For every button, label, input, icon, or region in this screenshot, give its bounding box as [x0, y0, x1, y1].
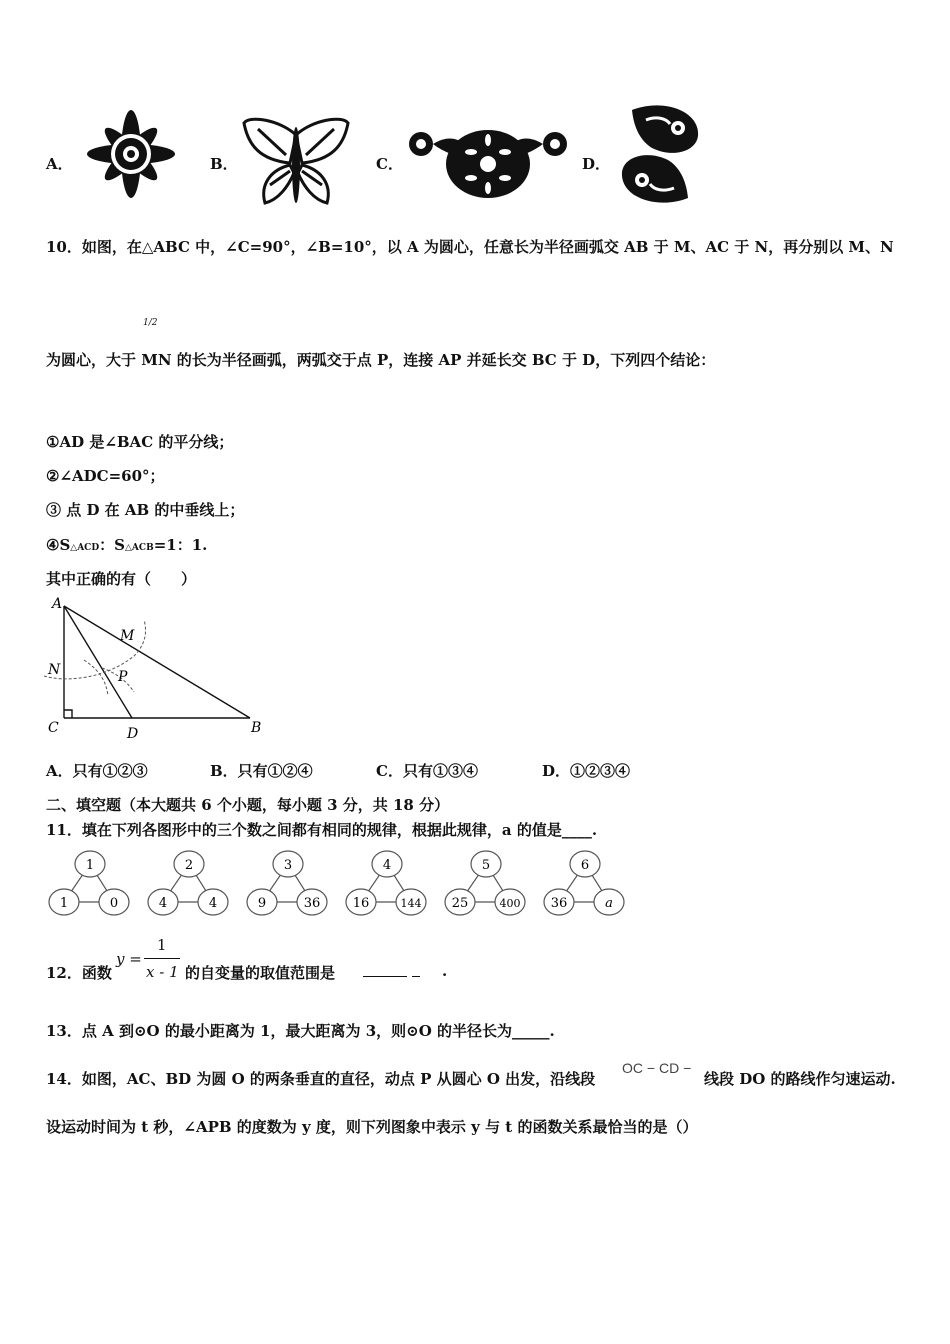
q11-number-right: 4 [208, 896, 218, 911]
q11-number-top: 1 [85, 858, 95, 873]
q11-number-top: 5 [481, 858, 491, 873]
q11-number-left: 16 [352, 896, 370, 911]
q11-text: 11．填在下列各图形中的三个数之间都有相同的规律，根据此规律，a 的值是____. [46, 821, 598, 839]
q11-number-top: 4 [382, 858, 392, 873]
q12-prefix: 12．函数 [46, 964, 112, 982]
label-b: B [251, 720, 262, 736]
label-c: C [48, 720, 59, 736]
q11-number-top: 3 [283, 858, 293, 873]
q11-group [148, 851, 228, 915]
label-p: P [118, 669, 128, 685]
q11-number-right: 144 [400, 897, 422, 910]
butterfly-papercut-icon [240, 115, 352, 207]
q11-group [445, 851, 525, 915]
triangle-figure [44, 594, 266, 744]
q11-number-left: 9 [257, 896, 267, 911]
q12-numerator: 1 [157, 936, 167, 954]
q12-y: y = [116, 950, 142, 968]
q11-number-right: 36 [303, 896, 321, 911]
flower-papercut-icon [75, 100, 187, 208]
q10-prompt: 其中正确的有（ ） [46, 570, 197, 588]
q11-group [247, 851, 327, 915]
q13-text: 13．点 A 到⊙O 的最小距离为 1，最大距离为 3，则⊙O 的半径长为_____. [46, 1022, 555, 1040]
fraction-bar [144, 958, 180, 959]
q12-blank [363, 976, 407, 977]
q10-line2: 为圆心，大于 MN 的长为半径画弧，两弧交于点 P，连接 AP 并延长交 BC 于 D，下列四个结论： [46, 351, 716, 369]
conclusion-3: ③ 点 D 在 AB 的中垂线上； [46, 501, 245, 519]
q14-text-b: 线段 DO 的路线作匀速运动. [704, 1070, 896, 1088]
q11-group [49, 851, 129, 915]
q11-number-left: 1 [59, 896, 69, 911]
q11-group [544, 851, 624, 915]
q10-option-c: C．只有①③④ [376, 762, 478, 780]
conclusion-4: ④S△ACD：S△ACB=1：1. [46, 536, 208, 554]
q14-text-a: 14．如图，AC、BD 为圆 O 的两条垂直的直径，动点 P 从圆心 O 出发，沿线段 [46, 1070, 596, 1088]
section-title: 二、填空题（本大题共 6 个小题，每小题 3 分，共 18 分） [46, 796, 450, 814]
option-c-label: C． [376, 155, 403, 173]
half-fraction: 1/2 [143, 318, 158, 328]
q11-number-left: 4 [158, 896, 168, 911]
q14-path: OC − CD − [622, 1060, 692, 1076]
option-d-label: D． [582, 155, 611, 173]
conclusion-1: ①AD 是∠BAC 的平分线； [46, 433, 234, 451]
option-a-label: A． [46, 155, 73, 173]
q10-line1: 10．如图，在△ABC 中，∠C=90°，∠B=10°，以 A 为圆心，任意长为半径画弧交 AB 于 M、AC 于 N，再分别以 M、N [46, 238, 894, 256]
q11-number-right: 0 [109, 896, 119, 911]
label-n: N [48, 662, 61, 678]
q11-number-left: 25 [451, 896, 469, 911]
label-a: A [52, 596, 63, 612]
ornament-papercut-icon [403, 122, 573, 204]
conclusion-2: ②∠ADC=60°； [46, 467, 165, 485]
q14-line2: 设运动时间为 t 秒，∠APB 的度数为 y 度，则下列图象中表示 y 与 t 的函数关系最恰当的是（） [46, 1118, 698, 1136]
q11-number-right: a [605, 896, 613, 911]
q11-number-left: 36 [550, 896, 568, 911]
q11-number-right: 400 [499, 897, 521, 910]
q11-figures [44, 848, 634, 918]
q12-blank-tail [412, 976, 420, 977]
q11-number-top: 2 [184, 858, 194, 873]
q12-suffix: 的自变量的取值范围是 [185, 964, 336, 982]
label-d: D [127, 726, 139, 742]
q10-option-b: B．只有①②④ [210, 762, 313, 780]
q11-group [346, 851, 426, 915]
label-m: M [120, 628, 135, 644]
option-b-label: B． [210, 155, 238, 173]
fish-papercut-icon [612, 100, 708, 208]
q12-denominator: x - 1 [146, 963, 179, 981]
q10-option-a: A．只有①②③ [46, 762, 148, 780]
q10-option-d: D．①②③④ [542, 762, 631, 780]
q11-number-top: 6 [580, 858, 590, 873]
q12-end: . [442, 962, 448, 980]
